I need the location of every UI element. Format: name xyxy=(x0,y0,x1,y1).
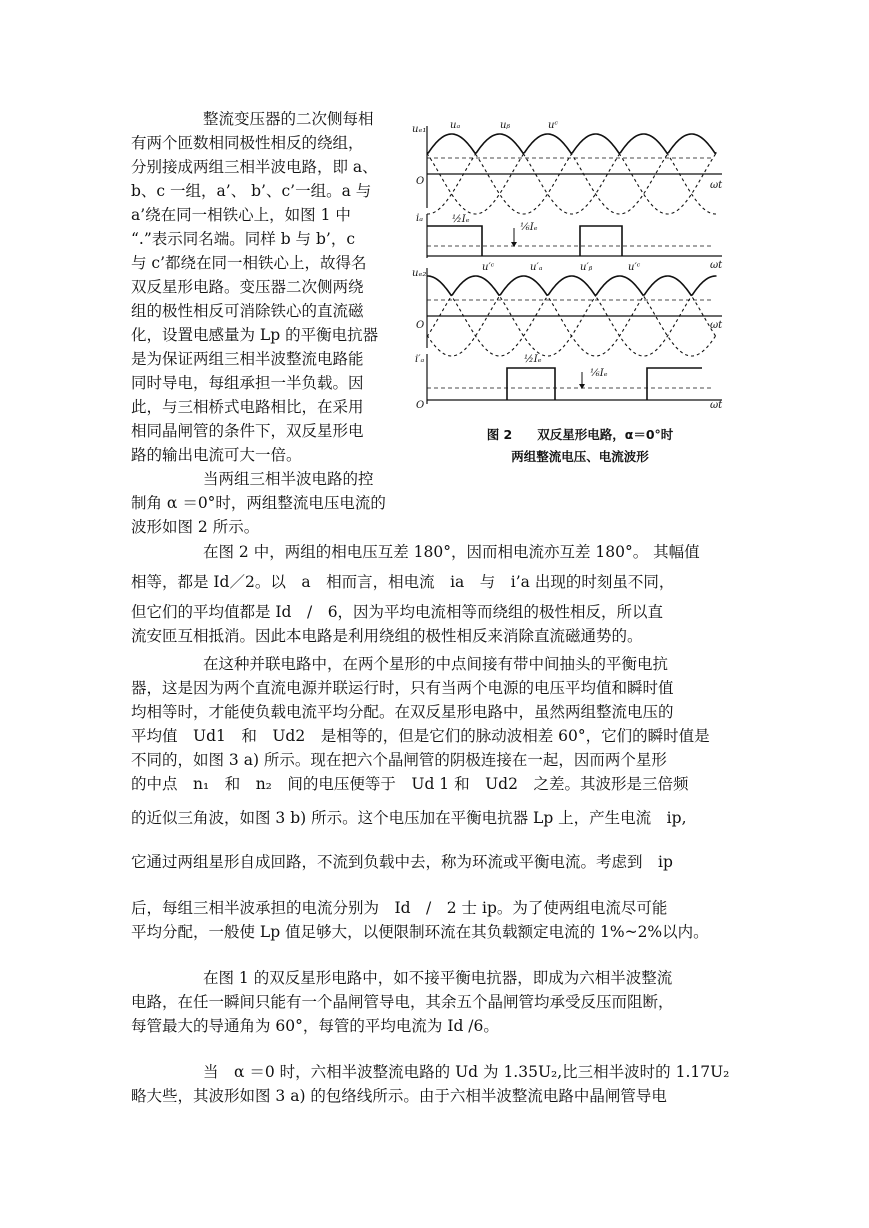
sixth-id-label: ⅙Iₑ xyxy=(590,368,608,379)
text-line: 与 c’都绕在同一相铁心上，故得名 xyxy=(131,254,367,272)
text-line: 但它们的平均值都是 Id / 6，因为平均电流相等而绕组的极性相反，所以直 xyxy=(131,603,664,621)
paragraph-3 xyxy=(131,966,741,1038)
text-line: 相等，都是 Id／2。以 a 相而言，相电流 ia 与 i’a 出现的时刻虽不同， xyxy=(131,573,675,591)
text-line: 化，设置电感量为 Lp 的平衡电抗器 xyxy=(131,326,379,344)
text-line: 当 α ＝0 时，六相半波整流电路的 Ud 为 1.35U₂,比三相半波时的 1.17U₂ xyxy=(203,1063,730,1081)
text-line: 相同晶闸管的条件下，双反星形电 xyxy=(131,422,364,440)
sixth-id-label: ⅙Iₑ xyxy=(520,222,538,233)
origin-label: O xyxy=(416,176,425,187)
ub2-label: u′ᵦ xyxy=(580,262,593,273)
intro-paragraph xyxy=(131,107,403,539)
panel-ud2 xyxy=(412,262,723,356)
wt-label: ωt xyxy=(710,400,723,408)
text-line: a’绕在同一相铁心上，如图 1 中 xyxy=(131,206,351,224)
uc-label: uᶜ xyxy=(548,120,558,131)
ud2-label: uₑ₂ xyxy=(412,268,427,279)
ua-label: uₐ xyxy=(450,120,461,131)
ia2-label: i′ₐ xyxy=(415,354,425,365)
origin-label: O xyxy=(416,320,425,331)
text-line: 后，每组三相半波承担的电流分别为 Id / 2 士 ip。为了使两组电流尽可能 xyxy=(131,899,668,917)
figure-caption-line2: 两组整流电压、电流波形 xyxy=(511,449,649,464)
text-line: “.”表示同名端。同样 b 与 b’，c xyxy=(131,230,356,248)
paragraph-1 xyxy=(131,540,741,648)
text-line: 平均值 Ud1 和 Ud2 是相等的，但是它们的脉动波相差 60°，它们的瞬时值是 xyxy=(131,727,710,745)
uc2-label: u′ᶜ xyxy=(482,262,495,273)
origin-label: O xyxy=(416,400,425,408)
half-id-label: ½Iₑ xyxy=(524,354,542,365)
figure-caption-line1: 图 2 双反星形电路，α＝0°时 xyxy=(486,427,674,442)
text-line: 同时导电，每组承担一半负载。因 xyxy=(131,374,364,392)
text-line: 此，与三相桥式电路相比，在采用 xyxy=(131,398,364,416)
text-line: 组的极性相反可消除铁心的直流磁 xyxy=(131,302,364,320)
text-line: 器，这是因为两个直流电源并联运行时，只有当两个电源的电压平均值和瞬时值 xyxy=(131,679,674,697)
panel-ia2 xyxy=(415,354,723,408)
waveform-figure xyxy=(412,118,732,478)
ua2-label: u′ₐ xyxy=(530,262,543,273)
text-line: 每管最大的导通角为 60°，每管的平均电流为 Id /6。 xyxy=(131,1017,499,1035)
text-line: 制角 α ＝0°时，两组整流电压电流的 xyxy=(131,494,386,512)
uc2b-label: u′ᶜ xyxy=(628,262,641,273)
waveform-diagram xyxy=(412,118,732,408)
wt-label: ωt xyxy=(710,320,723,331)
text-line: b、c 一组，a’、 b’、c’一组。a 与 xyxy=(131,182,372,200)
ia-label: iₐ xyxy=(416,213,423,224)
text-line: 流安匝互相抵消。因此本电路是利用绕组的极性相反来消除直流磁通势的。 xyxy=(131,627,643,645)
text-line: 在这种并联电路中，在两个星形的中点间接有带中间抽头的平衡电抗 xyxy=(203,655,669,673)
paragraph-2 xyxy=(131,652,741,944)
wt-label: ωt xyxy=(710,180,723,191)
text-line: 波形如图 2 所示。 xyxy=(131,518,260,536)
text-line: 不同的，如图 3 a) 所示。现在把六个晶闸管的阴极连接在一起，因而两个星形 xyxy=(131,751,667,769)
half-id-label: ½Iₑ xyxy=(452,214,470,225)
text-line: 略大些，其波形如图 3 a) 的包络线所示。由于六相半波整流电路中晶闸管导电 xyxy=(131,1087,667,1105)
text-line: 路的输出电流可大一倍。 xyxy=(131,446,302,464)
text-line: 它通过两组星形自成回路，不流到负载中去，称为环流或平衡电流。考虑到 ip xyxy=(131,853,673,871)
text-line: 是为保证两组三相半波整流电路能 xyxy=(131,350,364,368)
text-line: 在图 1 的双反星形电路中，如不接平衡电抗器，即成为六相半波整流 xyxy=(203,969,673,987)
text-line: 整流变压器的二次侧每相 xyxy=(203,110,374,128)
paragraph-4 xyxy=(131,1060,741,1108)
text-line: 在图 2 中，两组的相电压互差 180°，因而相电流亦互差 180°。 其幅值 xyxy=(203,543,700,561)
panel-ia xyxy=(416,213,723,271)
text-line: 电路，在任一瞬间只能有一个晶闸管导电，其余五个晶闸管均承受反压而阻断， xyxy=(131,993,674,1011)
wt-label: ωt xyxy=(710,260,723,271)
text-line: 当两组三相半波电路的控 xyxy=(203,470,374,488)
text-line: 均相等时，才能使负载电流平均分配。在双反星形电路中，虽然两组整流电压的 xyxy=(131,703,674,721)
ud1-label: uₑ₁ xyxy=(412,124,427,135)
text-line: 平均分配，一般使 Lp 值足够大，以便限制环流在其负载额定电流的 1%~2%以内。 xyxy=(131,923,709,941)
text-line: 有两个匝数相同极性相反的绕组， xyxy=(131,134,364,152)
text-line: 的近似三角波，如图 3 b) 所示。这个电压加在平衡电抗器 Lp 上，产生电流 ip, xyxy=(131,809,687,827)
text-line: 分别接成两组三相半波电路，即 a、 xyxy=(131,158,378,176)
panel-ud1 xyxy=(412,120,723,214)
ub-label: uᵦ xyxy=(500,120,511,131)
text-line: 的中点 n₁ 和 n₂ 间的电压便等于 Ud 1 和 Ud2 之差。其波形是三倍频 xyxy=(131,775,689,793)
text-line: 双反星形电路。变压器二次侧两绕 xyxy=(131,278,364,296)
